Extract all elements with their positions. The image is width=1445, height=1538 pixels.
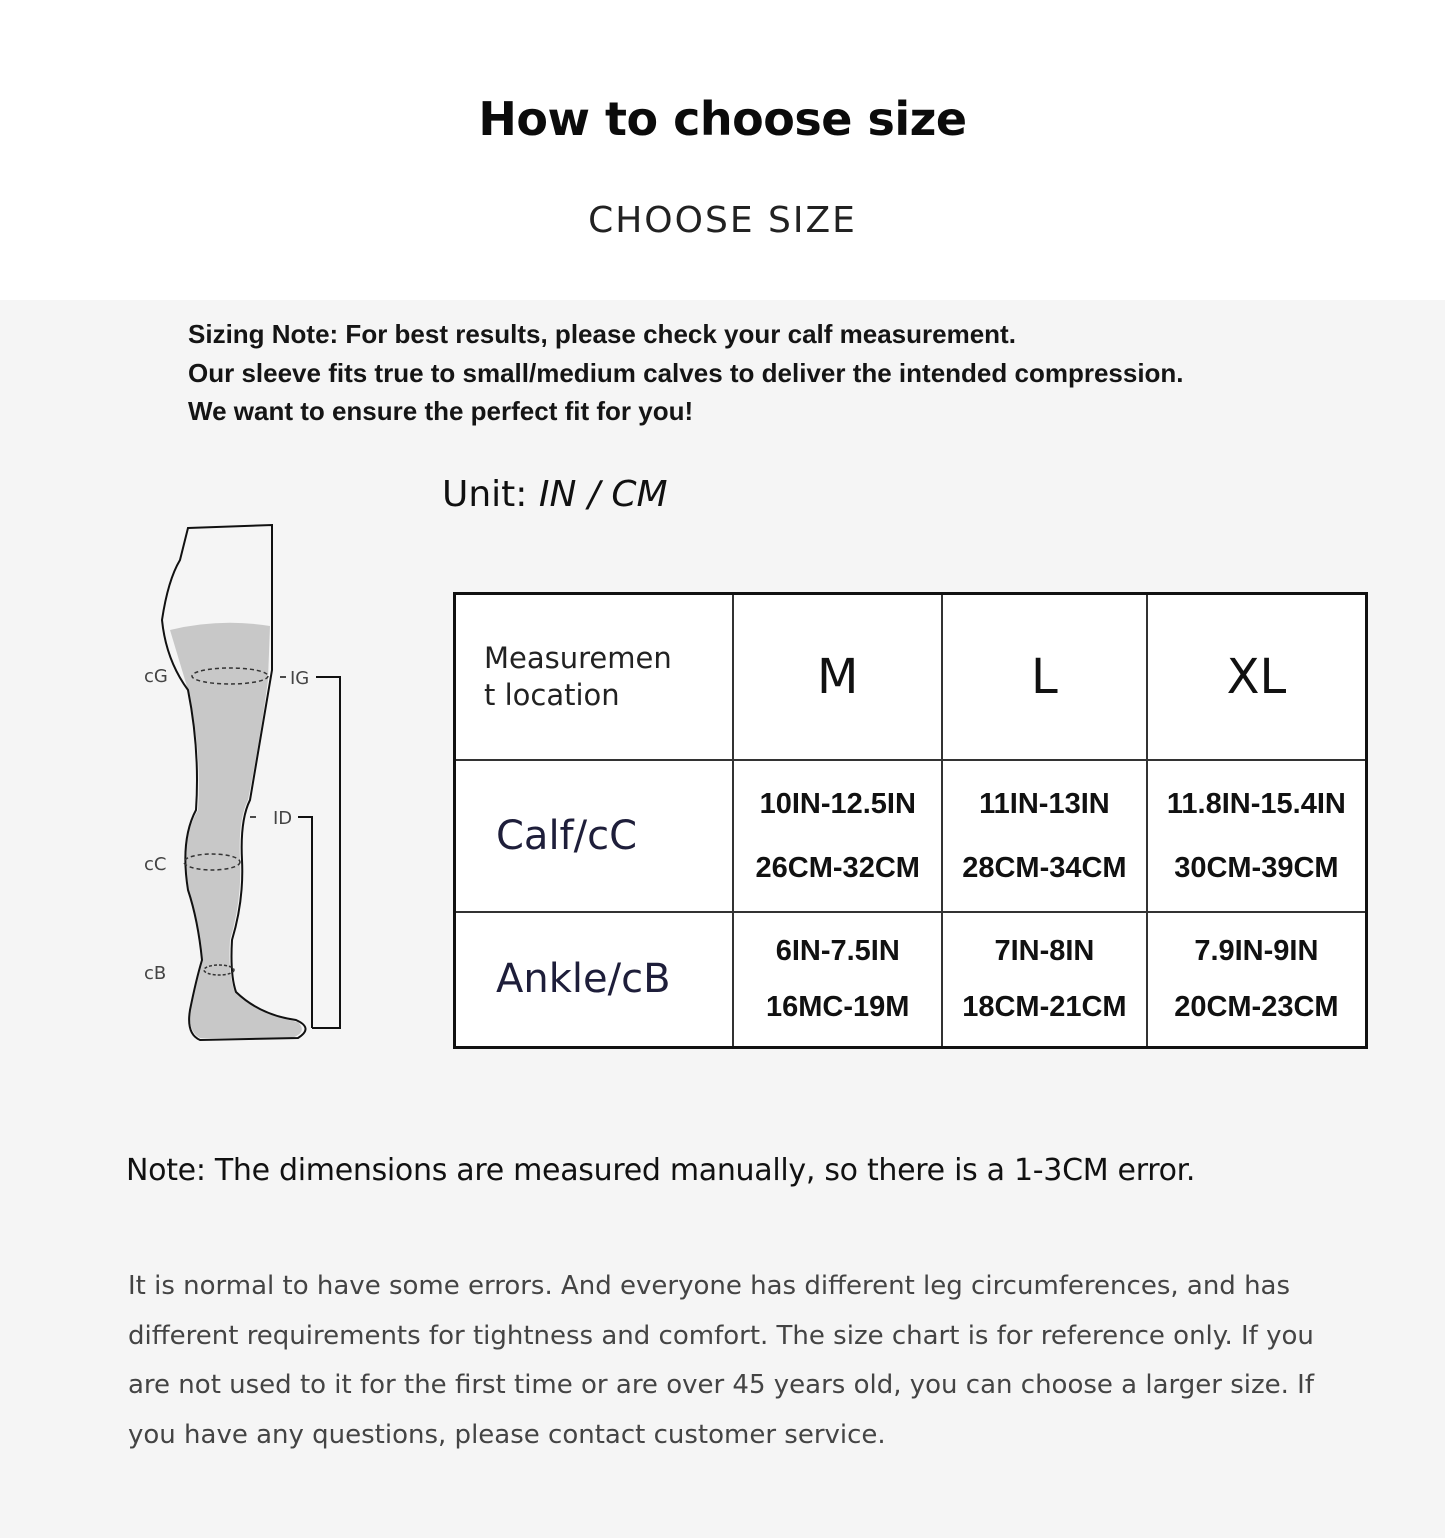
unit-prefix: Unit: [442,474,539,515]
ankle-m-cell [733,912,942,1048]
ig-length-bracket [312,677,340,1028]
measurement-error-note: Note: The dimensions are measured manually, so there is a 1-3CM error. [126,1153,1196,1188]
calf-m-in: 10IN-12.5IN [759,787,916,820]
sizing-note-line: Sizing Note: For best results, please check your calf measurement. [188,319,1016,349]
ig-label: IG [290,668,310,689]
cb-label: cB [144,963,167,984]
size-disclaimer: It is normal to have some errors. And everyone has different leg circumferences, and has different requirements for tightness and comfort. The size chart is for reference only. If you are not used to it for the first time or are over 45 years old, you can choose a larger size. If you have any questions, please contact customer service. [128,1271,1314,1450]
sizing-note [188,315,1184,431]
cc-label: cC [144,854,167,875]
row-label-calf: Calf/cC [455,760,734,912]
leg-diagram [130,520,360,1050]
table-header-row [455,594,1367,760]
size-header-l: L [942,594,1147,760]
size-chart-table [453,592,1368,1049]
size-header-xl: XL [1147,594,1367,760]
ankle-m-in: 6IN-7.5IN [775,935,900,968]
calf-xl-cm: 30CM-39CM [1174,851,1339,884]
ankle-l-cm: 18CM-21CM [962,991,1127,1024]
calf-xl-cell [1147,760,1367,912]
calf-l-in: 11IN-13IN [979,787,1110,820]
calf-l-cm: 28CM-34CM [962,851,1127,884]
ankle-l-cell [942,912,1147,1048]
page-title: How to choose size [478,92,967,146]
ankle-m-cm: 16MC-19M [766,991,910,1024]
calf-xl-in: 11.8IN-15.4IN [1166,787,1346,820]
id-label: ID [273,808,293,829]
ankle-l-in: 7IN-8IN [994,935,1095,968]
calf-m-cell [733,760,942,912]
sizing-note-line: Our sleeve fits true to small/medium calves to deliver the intended compression. [188,357,1184,388]
ankle-xl-cm: 20CM-23CM [1174,991,1339,1024]
id-length-bracket [298,817,312,1028]
calf-l-cell [942,760,1147,912]
table-row-calf [455,760,1367,912]
row-label-ankle: Ankle/cB [455,912,734,1048]
ankle-xl-in: 7.9IN-9IN [1194,935,1319,968]
page-subtitle: CHOOSE SIZE [588,200,857,241]
size-header-m: M [733,594,942,760]
unit-label [442,474,668,515]
sizing-note-line: We want to ensure the perfect fit for you! [188,396,694,426]
unit-value: IN / CM [538,474,668,515]
compression-sleeve-shape [170,623,302,1038]
table-row-ankle [455,912,1367,1048]
measurement-location-header: Measuremen t location [455,594,734,760]
calf-m-cm: 26CM-32CM [755,851,920,884]
ankle-xl-cell [1147,912,1367,1048]
cg-label: cG [144,666,168,687]
